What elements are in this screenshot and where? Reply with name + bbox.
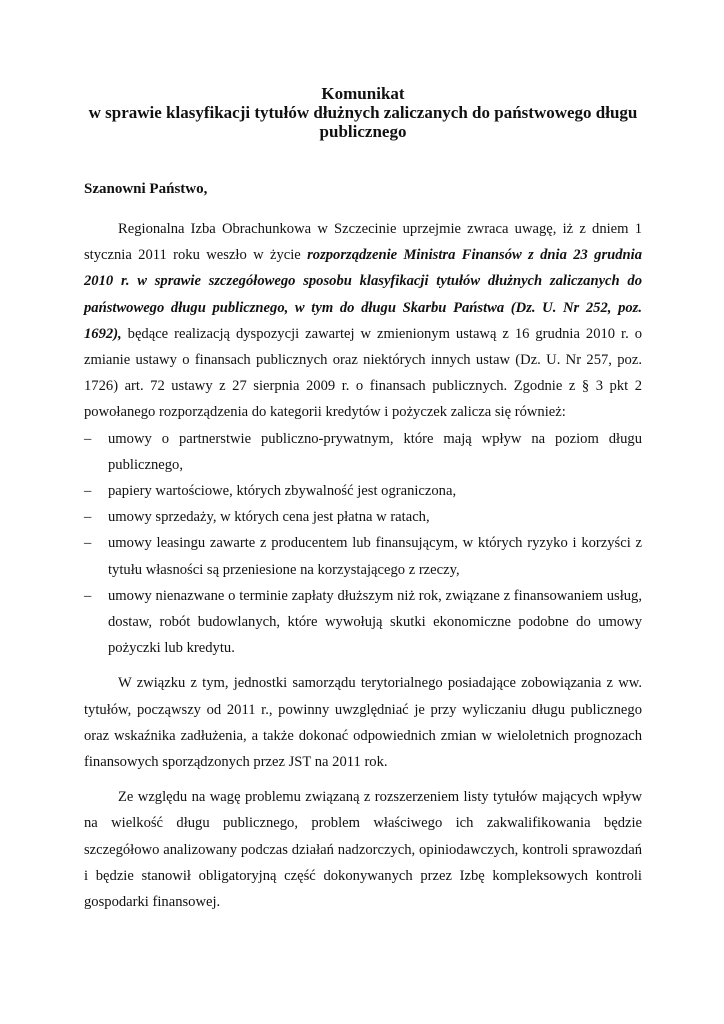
dash-bullet: – bbox=[84, 587, 92, 604]
loan-category-list bbox=[84, 426, 642, 662]
list-item bbox=[84, 478, 642, 504]
list-item bbox=[84, 530, 642, 582]
paragraph-1-rest: będące realizacją dyspozycji zawartej w zmienionym ustawą z 16 grudnia 2010 r. o zmianie ustawy o finansach publicznych oraz niektórych innych ustaw (Dz. U. Nr 257, poz. 1726) art. 72 ustawy z 27 sierpnia 2009 r. o finansach publicznych. Zgodnie z § 3 pkt 2 powołanego rozporządzenia do kategorii kredytów i pożyczek zalicza się również: bbox=[84, 325, 642, 421]
dash-bullet: – bbox=[84, 483, 92, 500]
document-body bbox=[84, 216, 642, 915]
title-line-3: publicznego bbox=[319, 122, 407, 141]
document-page bbox=[84, 84, 642, 911]
dash-bullet: – bbox=[84, 430, 92, 447]
list-item-text: umowy sprzedaży, w których cena jest płatna w ratach, bbox=[108, 509, 430, 526]
paragraph-1-intro: Regionalna Izba Obrachunkowa w Szczecinie uprzejmie zwraca uwagę, iż z dniem 1 stycznia 2011 roku weszło w życie bbox=[84, 221, 642, 264]
list-item-text: umowy nienazwane o terminie zapłaty dłuższym niż rok, związane z finansowaniem usług, dostaw, robót budowlanych, które wywołują skutki ekonomiczne podobne do umowy pożyczki lub kredytu. bbox=[108, 587, 642, 657]
list-item bbox=[84, 504, 642, 530]
paragraph-3: Ze względu na wagę problemu związaną z rozszerzeniem listy tytułów mających wpływ na wielkość długu publicznego, problem właściwego ich zakwalifikowania będzie szczegółowo analizowany podczas działań nadzorczych, opiniodawczych, kontroli sprawozdań i będzie stanowił obligatoryjną część dokonywanych przez Izbę kompleksowych kontroli gospodarki finansowej. bbox=[84, 789, 642, 911]
dash-bullet: – bbox=[84, 509, 92, 526]
document-title bbox=[84, 84, 642, 141]
list-item-text: papiery wartościowe, których zbywalność jest ograniczona, bbox=[108, 483, 457, 500]
list-item-text: umowy o partnerstwie publiczno-prywatnym, które mają wpływ na poziom długu publicznego, bbox=[108, 430, 642, 473]
list-item bbox=[84, 583, 642, 662]
title-line-2: w sprawie klasyfikacji tytułów dłużnych zaliczanych do państwowego długu bbox=[88, 103, 638, 122]
paragraph-1 bbox=[84, 216, 642, 426]
dash-bullet: – bbox=[84, 535, 92, 552]
salutation: Szanowni Państwo, bbox=[84, 181, 208, 197]
list-item-text: umowy leasingu zawarte z producentem lub finansującym, w których ryzyko i korzyści z tytułu własności są przeniesione na korzystającego z rzeczy, bbox=[108, 535, 642, 578]
list-item bbox=[84, 426, 642, 478]
paragraph-2: W związku z tym, jednostki samorządu terytorialnego posiadające zobowiązania z ww. tytułów, począwszy od 2011 r., powinny uwzględniać je przy wyliczaniu długu publicznego oraz wskaźnika zadłużenia, a także dokonać odpowiednich zmian w wieloletnich prognozach finansowych sporządzonych przez JST na 2011 rok. bbox=[84, 675, 642, 771]
regulation-citation: rozporządzenie Ministra Finansów z dnia 23 grudnia 2010 r. w sprawie szczegółowego sposobu klasyfikacji tytułów dłużnych zaliczanych do państwowego długu publicznego, w tym do długu Skarbu Państwa (Dz. U. Nr 252, poz. 1692), bbox=[84, 247, 642, 342]
title-line-1: Komunikat bbox=[321, 84, 405, 103]
